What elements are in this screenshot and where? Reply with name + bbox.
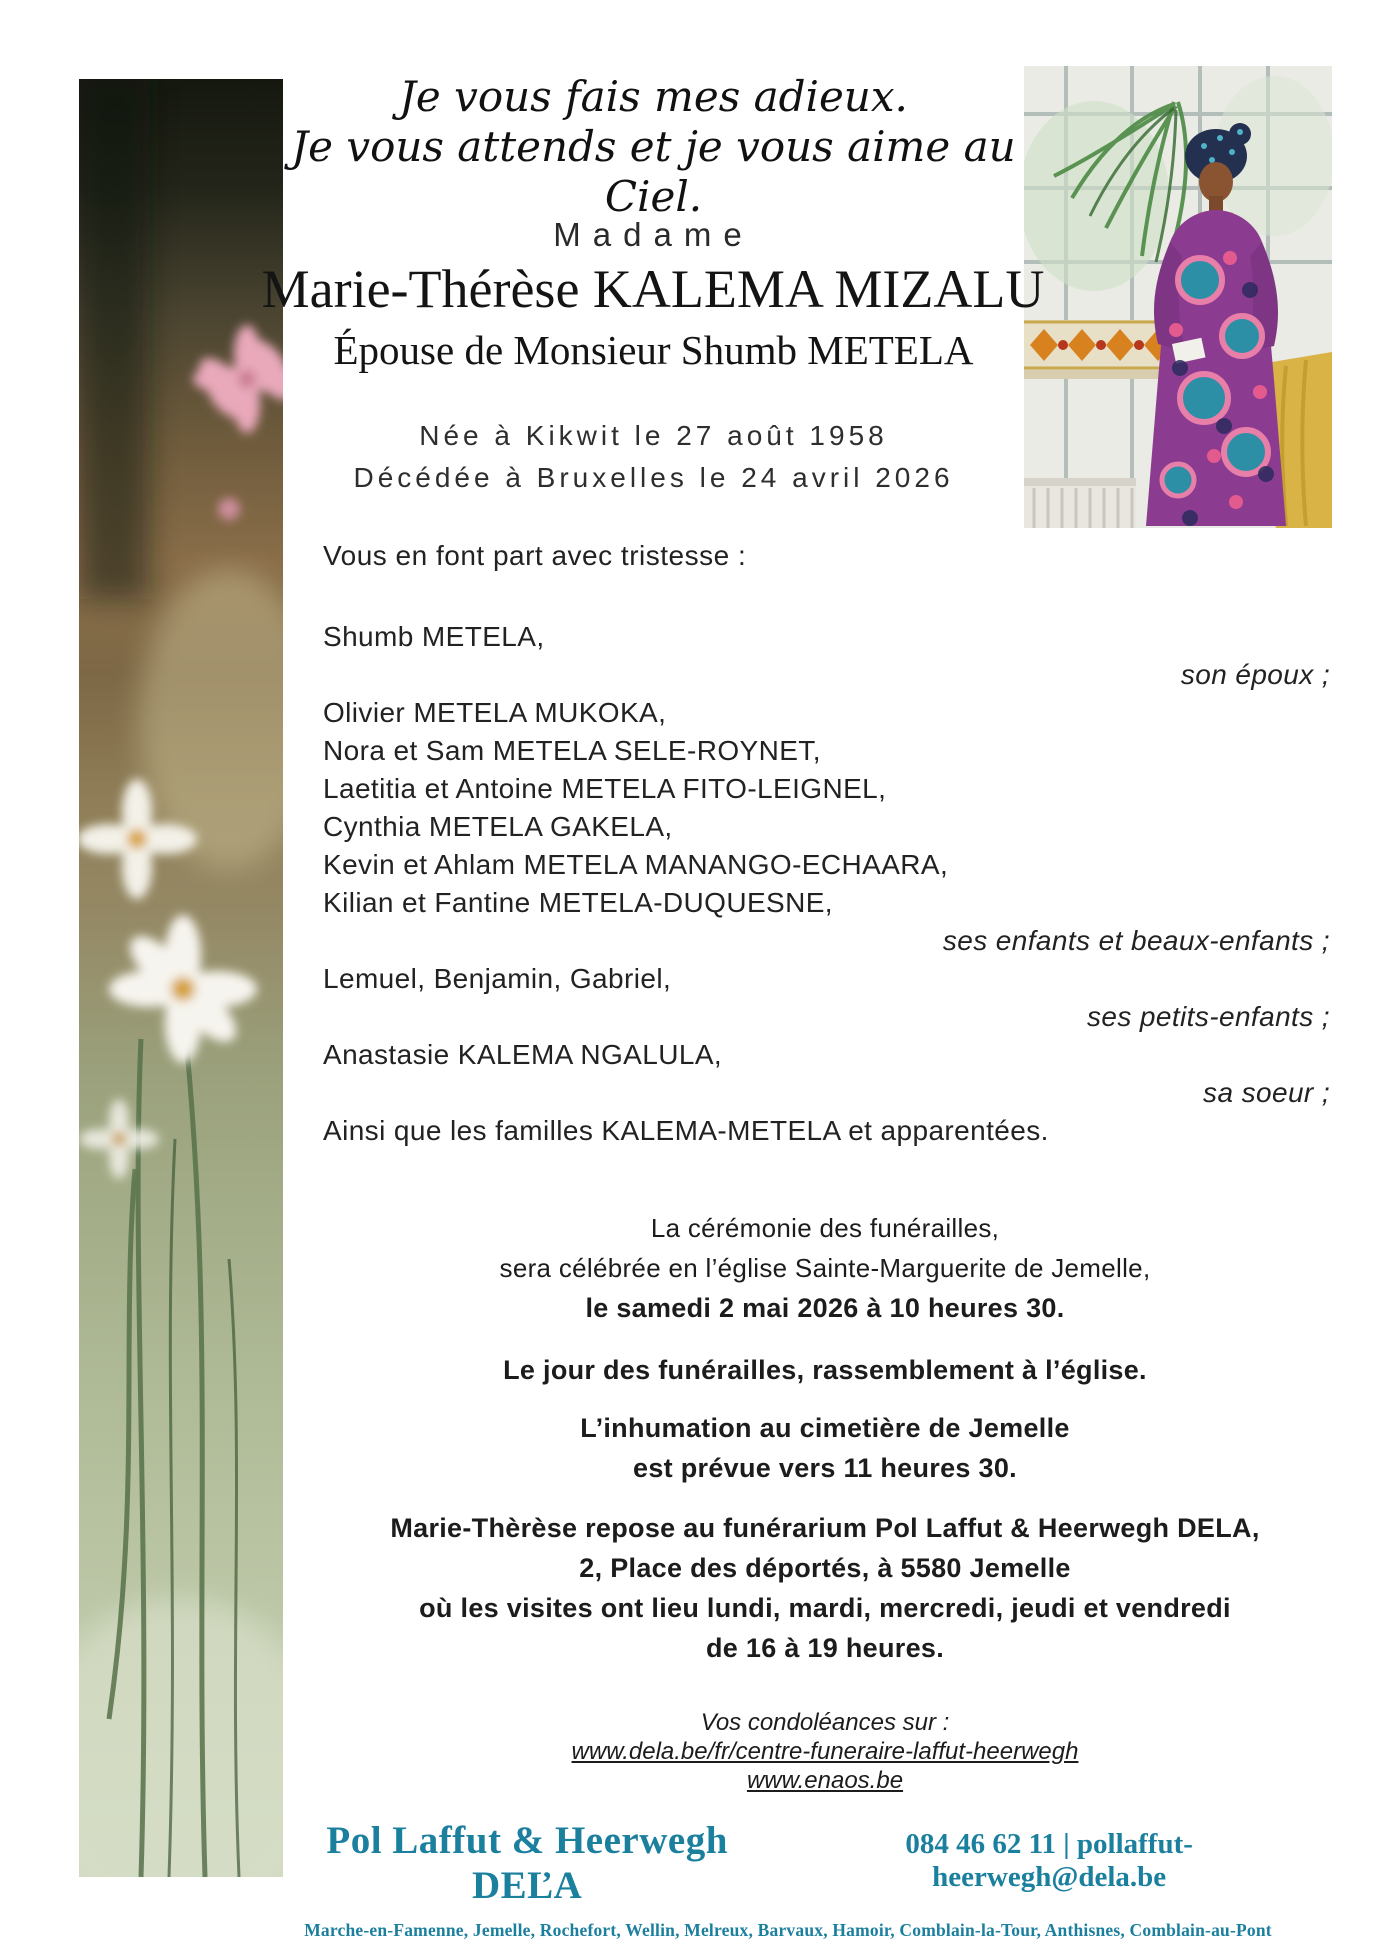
- ceremony-line-2: sera célébrée en l’église Sainte-Marguerite de Jemelle,: [499, 1253, 1151, 1283]
- spouse-line: Épouse de Monsieur Shumb METELA: [333, 327, 974, 373]
- deceased-name: Marie-Thérèse KALEMA MIZALU: [261, 259, 1045, 319]
- relation-sister: sa soeur ;: [1203, 1077, 1330, 1108]
- family-line-families: Ainsi que les familles KALEMA-METELA et apparentées.: [323, 1115, 1049, 1146]
- ceremony-info: [320, 1208, 1330, 1795]
- ceremony-line-1: La cérémonie des funérailles,: [650, 1213, 1000, 1243]
- family-line-child-1: Olivier METELA MUKOKA,: [323, 697, 667, 728]
- relation-husband: son époux ;: [1180, 659, 1330, 690]
- family-line-grandchildren: Lemuel, Benjamin, Gabriel,: [323, 963, 672, 994]
- family-list: [323, 618, 1330, 1150]
- footer: [283, 1818, 1293, 1941]
- repose-line-3: où les visites ont lieu lundi, mardi, mercredi, jeudi et vendredi: [419, 1593, 1231, 1623]
- family-line-child-3: Laetitia et Antoine METELA FITO-LEIGNEL,: [323, 773, 887, 804]
- gathering-line: Le jour des funérailles, rassemblement à l’église.: [503, 1355, 1147, 1385]
- family-line-child-6: Kilian et Fantine METELA-DUQUESNE,: [323, 887, 833, 918]
- death-line: Décédée à Bruxelles le 24 avril 2026: [353, 462, 954, 493]
- family-line-husband: Shumb METELA,: [323, 621, 545, 652]
- condolences-link-dela[interactable]: www.dela.be/fr/centre-funeraire-laffut-heerwegh: [571, 1738, 1079, 1765]
- family-line-child-5: Kevin et Ahlam METELA MANANGO-ECHAARA,: [323, 849, 949, 880]
- repose-line-4: de 16 à 19 heures.: [705, 1633, 945, 1663]
- family-line-child-2: Nora et Sam METELA SELE-ROYNET,: [323, 735, 821, 766]
- announcement-intro: Vous en font part avec tristesse :: [323, 540, 747, 571]
- burial-line-1: L’inhumation au cimetière de Jemelle: [580, 1413, 1070, 1443]
- funeral-home-locations: Marche-en-Famenne, Jemelle, Rochefort, Wellin, Melreux, Barvaux, Hamoir, Comblain-la-Tour, Anthisnes, Comblain-au-Pont: [304, 1920, 1272, 1940]
- epitaph-line-1: Je vous fais mes adieux.: [399, 72, 908, 121]
- portrait-photo: [1024, 66, 1332, 528]
- relation-grandchildren: ses petits-enfants ;: [1086, 1001, 1330, 1032]
- ceremony-date: le samedi 2 mai 2026 à 10 heures 30.: [585, 1293, 1065, 1323]
- flowers-photo: [79, 79, 283, 1877]
- burial-line-2: est prévue vers 11 heures 30.: [633, 1453, 1017, 1483]
- condolences-link-enaos[interactable]: www.enaos.be: [746, 1767, 904, 1794]
- repose-line-1: Marie-Thèrèse repose au funérarium Pol Laffut & Heerwegh DELA,: [390, 1513, 1260, 1543]
- family-line-child-4: Cynthia METELA GAKELA,: [323, 811, 673, 842]
- deceased-title: Madame: [553, 216, 754, 253]
- funeral-home-contact: 084 46 62 11 | pollaffut-heerwegh@dela.be: [905, 1828, 1193, 1893]
- family-line-sister: Anastasie KALEMA NGALULA,: [323, 1039, 723, 1070]
- epitaph-line-2: Je vous attends et je vous aime au Ciel.: [291, 122, 1016, 221]
- relation-children: ses enfants et beaux-enfants ;: [942, 925, 1330, 956]
- funeral-home-logo: Pol Laffut & Heerwegh DEĽA: [326, 1819, 728, 1907]
- repose-line-2: 2, Place des déportés, à 5580 Jemelle: [579, 1553, 1071, 1583]
- condolences-intro: Vos condoléances sur :: [700, 1709, 950, 1736]
- birth-line: Née à Kikwit le 27 août 1958: [419, 420, 888, 451]
